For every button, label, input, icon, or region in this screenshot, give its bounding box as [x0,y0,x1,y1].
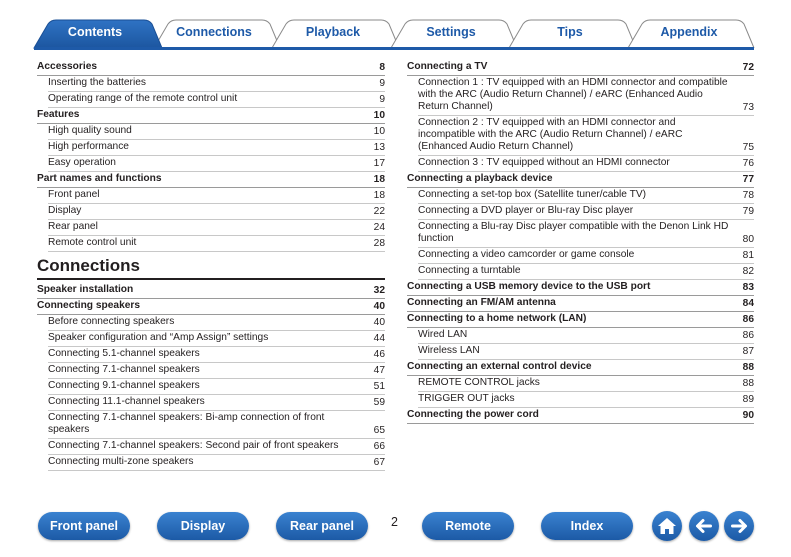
toc-entry-title: Connection 3 : TV equipped without an HDMI connector [418,157,670,168]
toc-entry-title: Connection 2 : TV equipped with an HDMI connector and incompatible with the ARC (Audio Return Channel) / eARC (Enhanced Audio Return Channel) [418,117,683,152]
index-button[interactable]: Index [541,512,633,540]
toc-entry-power-cord[interactable] [407,408,754,424]
toc-entry-11-1-channel[interactable] [48,395,385,411]
toc-page-number: 83 [742,282,754,293]
toc-entry-speaker-installation[interactable] [37,283,385,299]
toc-entry-turntable[interactable] [418,264,754,280]
toc-entry-camcorder[interactable] [418,248,754,264]
toc-entry-external-control[interactable] [407,360,754,376]
front-panel-button[interactable]: Front panel [38,512,130,540]
toc-entry-before-connecting[interactable] [48,315,385,331]
toc-entry-title: Connection 1 : TV equipped with an HDMI connector and compatible with the ARC (Audio Return Channel) / eARC (Enhanced Audio Return Channel) [418,77,728,112]
toc-entry-remote-control-unit[interactable] [48,236,385,252]
toc-entry-accessories[interactable] [37,60,385,76]
toc-entry-dvd-bluray[interactable] [418,204,754,220]
toc-entry-title: Wired LAN [418,329,468,340]
toc-page-number: 47 [373,365,385,376]
toc-entry-connecting-tv[interactable] [407,60,754,76]
toc-entry-title: Front panel [48,189,100,200]
toc-left-column [37,60,385,471]
section-title-connections: Connections [37,252,385,280]
toc-entry-display[interactable] [48,204,385,220]
toc-entry-title: Connecting to a home network (LAN) [407,313,587,324]
toc-page-number: 80 [742,234,754,245]
toc-page-number: 59 [373,397,385,408]
toc-entry-part-names[interactable] [37,172,385,188]
toc-entry-title: Remote control unit [48,237,137,248]
toc-entry-operating-range[interactable] [48,92,385,108]
toc-entry-front-panel[interactable] [48,188,385,204]
toc-entry-home-network[interactable] [407,312,754,328]
toc-entry-second-pair-front[interactable] [48,439,385,455]
toc-entry-connection-2[interactable] [418,116,754,156]
toc-page-number: 89 [742,394,754,405]
toc-entry-title: Connecting 7.1-channel speakers: Bi-amp connection of front speakers [48,412,325,435]
toc-entry-title: Rear panel [48,221,98,232]
tab-settings[interactable]: Settings [426,25,476,39]
home-icon [652,511,682,541]
toc-entry-title: Display [48,205,82,216]
toc-page-number: 67 [373,457,385,468]
toc-page-number: 24 [373,222,385,233]
toc-page-number: 22 [373,206,385,217]
toc-page-number: 82 [742,266,754,277]
toc-entry-title: Connecting a DVD player or Blu-ray Disc player [418,205,634,216]
toc-page-number: 13 [373,142,385,153]
toc-entry-title: Speaker installation [37,284,134,295]
toc-page-number: 10 [373,126,385,137]
toc-entry-title: Speaker configuration and “Amp Assign” settings [48,332,269,343]
toc-page-number: 9 [379,94,385,105]
toc-page-number: 88 [742,378,754,389]
toc-entry-title: Connecting a TV [407,61,488,72]
toc-entry-title: Connecting speakers [37,300,141,311]
toc-page-number: 51 [373,381,385,392]
toc-entry-7-1-channel[interactable] [48,363,385,379]
toc-entry-connection-1[interactable] [418,76,754,116]
toc-page-number: 75 [742,142,754,153]
toc-right-column [407,60,754,424]
toc-page-number: 86 [742,314,754,325]
tab-appendix[interactable]: Appendix [660,25,718,39]
toc-entry-high-performance[interactable] [48,140,385,156]
toc-entry-easy-operation[interactable] [48,156,385,172]
toc-entry-speaker-configuration[interactable] [48,331,385,347]
toc-entry-title: TRIGGER OUT jacks [418,393,515,404]
toc-entry-multi-zone[interactable] [48,455,385,471]
display-button[interactable]: Display [157,512,249,540]
toc-page-number: 90 [742,410,754,421]
toc-entry-title: Connecting a playback device [407,173,553,184]
toc-page-number: 32 [373,285,385,296]
toc-page-number: 77 [742,174,754,185]
toc-page-number: 87 [742,346,754,357]
tab-bar [0,0,791,50]
toc-entry-connecting-speakers[interactable] [37,299,385,315]
remote-button[interactable]: Remote [422,512,514,540]
tab-tips[interactable]: Tips [557,25,583,39]
toc-page-number: 88 [742,362,754,373]
toc-page-number: 81 [742,250,754,261]
toc-page-number: 78 [742,190,754,201]
toc-page-number: 40 [373,301,385,312]
toc-entry-usb[interactable] [407,280,754,296]
toc-entry-title: Connecting a USB memory device to the USB port [407,281,651,292]
toc-entry-title: High quality sound [48,125,132,136]
toc-page-number: 28 [373,238,385,249]
toc-entry-title: Connecting a Blu-ray Disc player compatible with the Denon Link HD function [418,221,729,244]
toc-entry-title: Wireless LAN [418,345,480,356]
home-button[interactable] [652,511,682,541]
toc-page-number: 17 [373,158,385,169]
toc-page-number: 9 [379,78,385,89]
toc-entry-title: High performance [48,141,129,152]
toc-page-number: 18 [373,174,385,185]
toc-entry-denon-link[interactable] [418,220,754,248]
toc-entry-antenna[interactable] [407,296,754,312]
toc-page-number: 79 [742,206,754,217]
toc-entry-high-quality-sound[interactable] [48,124,385,140]
toc-page-number: 8 [379,62,385,73]
arrow-right-icon [724,511,754,541]
toc-entry-connection-3[interactable] [418,156,754,172]
toc-entry-trigger-out-jacks[interactable] [418,392,754,408]
toc-page-number: 66 [373,441,385,452]
toc-entry-5-1-channel[interactable] [48,347,385,363]
toc-entry-features[interactable] [37,108,385,124]
toc-entry-playback-device[interactable] [407,172,754,188]
toc-entry-title: Inserting the batteries [48,77,146,88]
toc-entry-title: Connecting multi-zone speakers [48,456,194,467]
toc-page-number: 10 [373,110,385,121]
toc-entry-title: Accessories [37,61,98,72]
toc-entry-title: Connecting the power cord [407,409,539,420]
toc-page-number: 86 [742,330,754,341]
toc-entry-title: Connecting 11.1-channel speakers [48,396,205,407]
toc-entry-title: Operating range of the remote control unit [48,93,238,104]
toc-entry-title: Connecting 9.1-channel speakers [48,380,200,391]
arrow-left-icon [689,511,719,541]
page-number: 2 [391,515,398,529]
toc-page-number: 76 [742,158,754,169]
toc-page-number: 44 [373,333,385,344]
toc-entry-set-top-box[interactable] [418,188,754,204]
toc-entry-bi-amp[interactable] [48,411,385,439]
toc-page-number: 18 [373,190,385,201]
toc-entry-title: Connecting a turntable [418,265,521,276]
toc-entry-9-1-channel[interactable] [48,379,385,395]
toc-entry-title: Connecting 7.1-channel speakers [48,364,200,375]
toc-page-number: 84 [742,298,754,309]
forward-button[interactable] [724,511,754,541]
toc-page-number: 40 [373,317,385,328]
toc-entry-title: Features [37,109,80,120]
toc-entry-rear-panel[interactable] [48,220,385,236]
toc-entry-title: Easy operation [48,157,116,168]
rear-panel-button[interactable]: Rear panel [276,512,368,540]
toc-entry-inserting-batteries[interactable] [48,76,385,92]
toc-entry-title: Connecting a set-top box (Satellite tuner/cable TV) [418,189,647,200]
toc-entry-title: Part names and functions [37,173,162,184]
toc-entry-title: REMOTE CONTROL jacks [418,377,540,388]
toc-entry-title: Connecting 7.1-channel speakers: Second pair of front speakers [48,440,339,451]
tab-playback[interactable]: Playback [305,25,361,39]
toc-entry-title: Connecting an FM/AM antenna [407,297,556,308]
toc-entry-title: Connecting 5.1-channel speakers [48,348,200,359]
toc-page-number: 72 [742,62,754,73]
toc-entry-wired-lan[interactable] [418,328,754,344]
toc-entry-title: Connecting a video camcorder or game console [418,249,635,260]
toc-page-number: 73 [742,102,754,113]
toc-page-number: 46 [373,349,385,360]
toc-entry-wireless-lan[interactable] [418,344,754,360]
tab-connections[interactable]: Connections [176,25,252,39]
toc-entry-remote-control-jacks[interactable] [418,376,754,392]
toc-entry-title: Connecting an external control device [407,361,592,372]
toc-page-number: 65 [373,425,385,436]
toc-entry-title: Before connecting speakers [48,316,175,327]
tab-contents[interactable]: Contents [67,25,123,39]
back-button[interactable] [689,511,719,541]
